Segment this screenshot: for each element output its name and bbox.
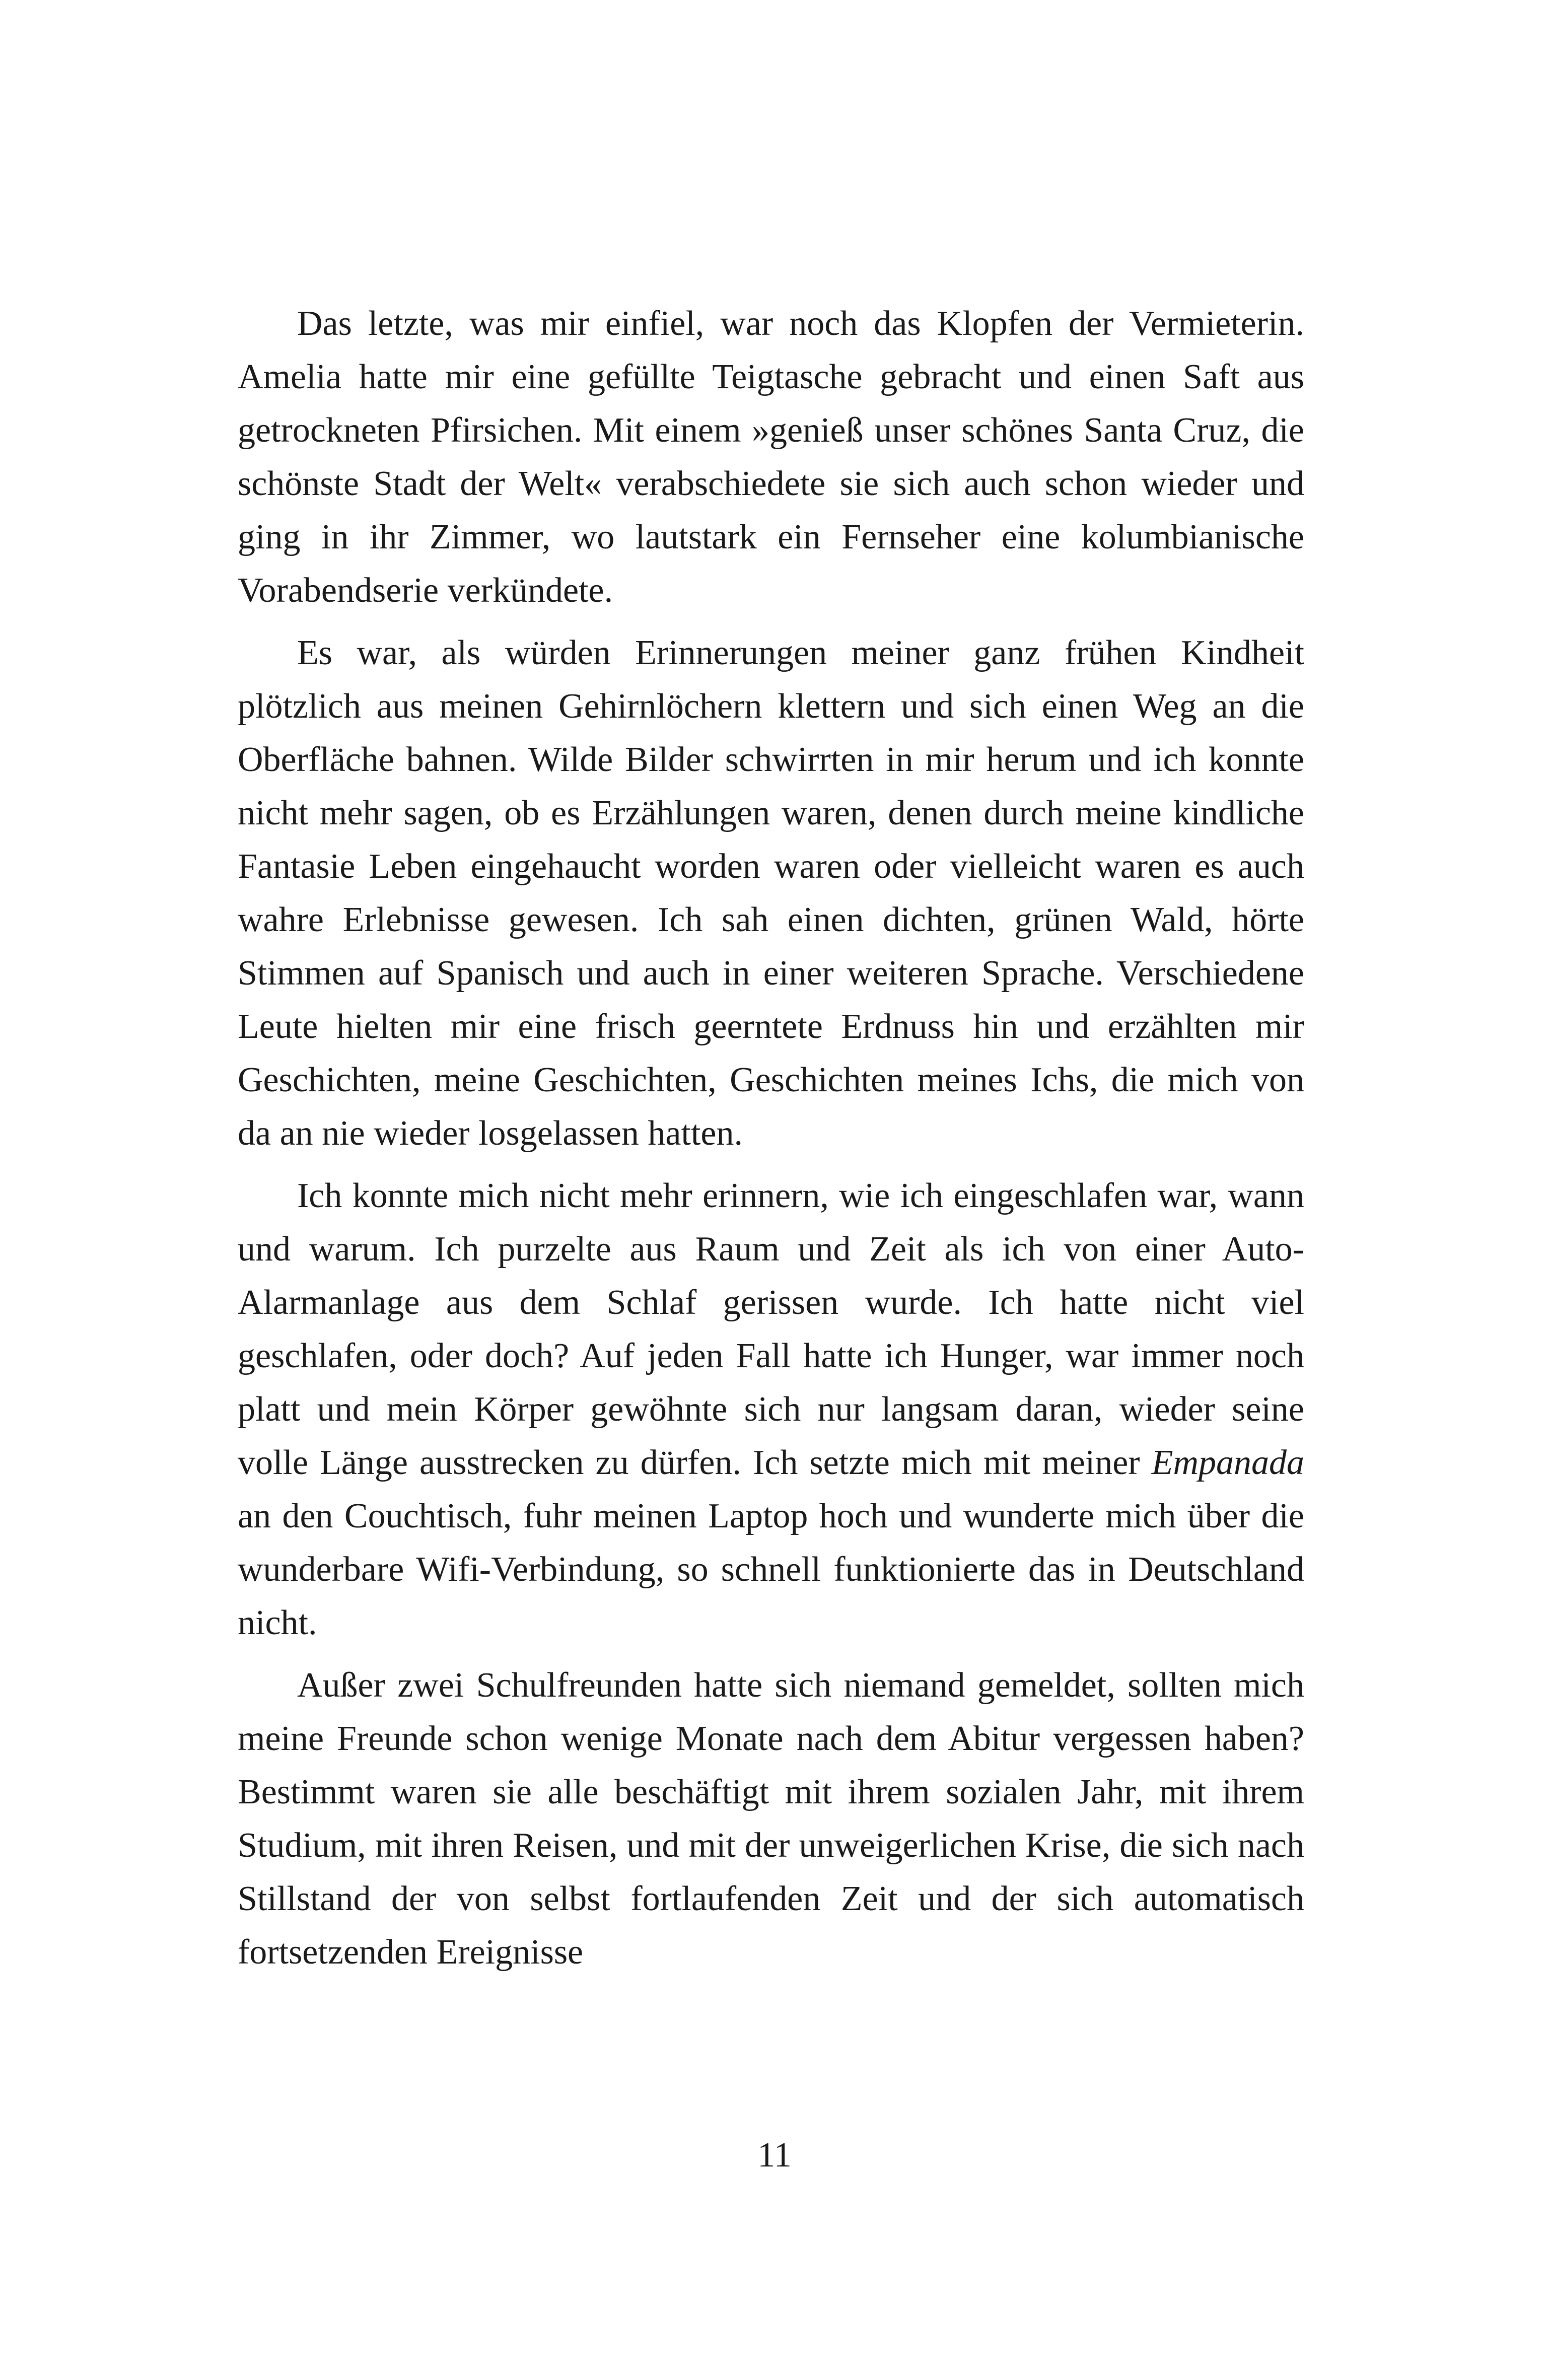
italic-term-empanada: Empanada: [1151, 1443, 1304, 1482]
page-number: 11: [757, 2136, 792, 2175]
paragraph-4: Außer zwei Schulfreunden hatte sich niemand gemeldet, sollten mich meine Freunde schon wenige Monate nach dem Abitur vergessen haben? Bestimmt waren sie alle beschäftigt mit ihrem sozialen Jahr, mit ihrem Studium, mit ihren Reisen, und mit der unweigerlichen Krise, die sich nach Stillstand der von selbst fortlaufenden Zeit und der sich automatisch fortsetzenden Ereignisse: [238, 1666, 1304, 1972]
paragraph-3: [238, 1169, 1304, 1650]
paragraph-3-text-before: Ich konnte mich nicht mehr erinnern, wie ich eingeschlafen war, wann und warum. Ich purzelte aus Raum und Zeit als ich von einer Auto-Alarmanlage aus dem Schlaf gerissen wurde. Ich hatte nicht viel geschlafen, oder doch? Auf jeden Fall hatte ich Hunger, war immer noch platt und mein Körper gewöhnte sich nur langsam daran, wieder seine volle Länge ausstrecken zu dürfen. Ich setzte mich mit meiner: [238, 1176, 1304, 1482]
body-text: [238, 297, 1304, 1979]
paragraph-2: Es war, als würden Erinnerungen meiner ganz frühen Kindheit plötzlich aus meinen Gehirnlöchern klettern und sich einen Weg an die Oberfläche bahnen. Wilde Bilder schwirrten in mir herum und ich konnte nicht mehr sagen, ob es Erzählungen waren, denen durch meine kindliche Fantasie Leben eingehaucht worden waren oder vielleicht waren es auch wahre Erlebnisse gewesen. Ich sah einen dichten, grünen Wald, hörte Stimmen auf Spanisch und auch in einer weiteren Sprache. Verschiedene Leute hielten mir eine frisch geerntete Erdnuss hin und erzählten mir Geschichten, meine Geschichten, Geschichten meines Ichs, die mich von da an nie wieder losgelassen hatten.: [238, 634, 1304, 1153]
paragraph-1: Das letzte, was mir einfiel, war noch das Klopfen der Vermieterin. Amelia hatte mir eine gefüllte Teigtasche gebracht und einen Saft aus getrockneten Pfirsichen. Mit einem »genieß unser schönes Santa Cruz, die schönste Stadt der Welt« verabschiedete sie sich auch schon wieder und ging in ihr Zimmer, wo lautstark ein Fernseher eine kolumbianische Vorabendserie verkündete.: [238, 304, 1304, 610]
paragraph-3-text-after: an den Couchtisch, fuhr meinen Laptop hoch und wunderte mich über die wunderbare Wifi-Verbindung, so schnell funktionierte das in Deutschland nicht.: [238, 1497, 1304, 1642]
